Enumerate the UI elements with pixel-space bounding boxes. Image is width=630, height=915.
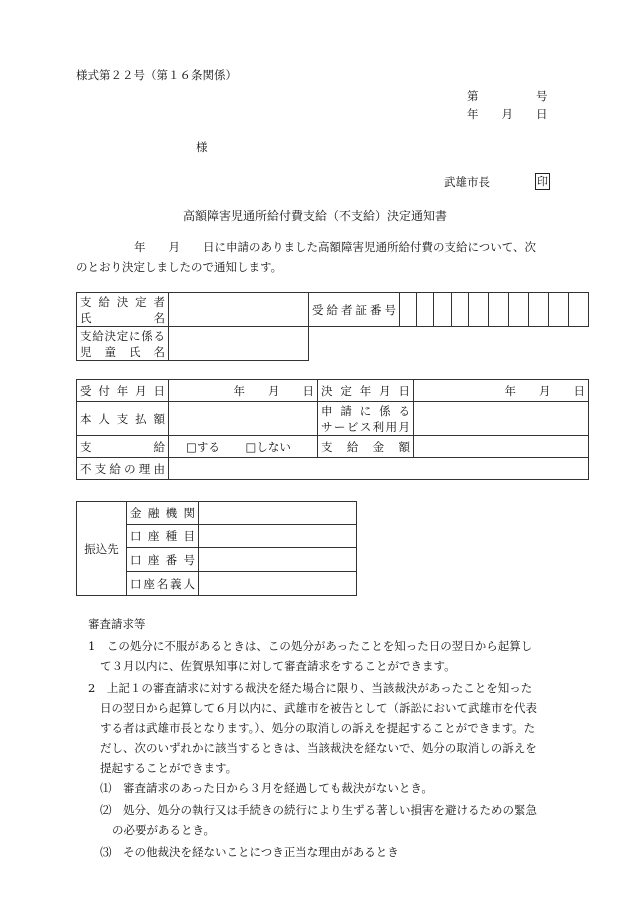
decision-date-label: 決定年月日 bbox=[318, 380, 414, 402]
account-holder-label: 口座名義人 bbox=[127, 572, 199, 596]
transfer-label: 振込先 bbox=[77, 502, 127, 596]
certificate-digit-box[interactable] bbox=[434, 293, 452, 327]
non-payment-reason-field[interactable] bbox=[169, 458, 589, 480]
certificate-digit-box[interactable] bbox=[529, 293, 549, 327]
certificate-digit-box[interactable] bbox=[417, 293, 434, 327]
payment-amount-field[interactable] bbox=[414, 436, 589, 458]
document-date: 年 月 日 bbox=[467, 107, 548, 121]
recipient-suffix: 様 bbox=[196, 140, 208, 154]
certificate-digit-box[interactable] bbox=[469, 293, 489, 327]
service-month-field[interactable] bbox=[414, 402, 589, 436]
appeal-subitem-2: の必要があるとき。 bbox=[112, 823, 216, 837]
certificate-digit-box[interactable] bbox=[549, 293, 569, 327]
recipient-name-field[interactable] bbox=[169, 293, 309, 327]
appeal-item-2: 提起することができます。 bbox=[100, 761, 238, 775]
certificate-digit-box[interactable] bbox=[489, 293, 509, 327]
appeal-subitem-2: ⑵ 処分、処分の執行又は手続きの続行により生ずる著しい損害を避けるための緊急 bbox=[100, 803, 537, 817]
recipient-name-label: 支給決定者 氏 名 bbox=[77, 293, 169, 327]
account-holder-field[interactable] bbox=[199, 572, 357, 596]
intro-text: 年 月 日に申請のありました高額障害児通所給付費の支給について、次 bbox=[134, 240, 537, 254]
non-payment-reason-label: 不支給の理由 bbox=[77, 458, 169, 480]
appeal-subitem-3: ⑶ その他裁決を経ないことにつき正当な理由があるとき bbox=[100, 845, 399, 859]
appeal-item-1: て３月以内に、佐賀県知事に対して審査請求をすることができます。 bbox=[100, 659, 456, 673]
appeal-item-2: 日の翌日から起算して６月以内に、武雄市を被告として（訴訟において武雄市を代表 bbox=[100, 701, 537, 715]
seal-mark: 印 bbox=[537, 175, 548, 188]
account-number-field[interactable] bbox=[199, 548, 357, 572]
appeal-item-2: 2 上記１の審査請求に対する裁決を経た場合に限り、当該裁決があったことを知った bbox=[88, 681, 533, 695]
certificate-digit-box[interactable] bbox=[400, 293, 417, 327]
receipt-date-label: 受付年月日 bbox=[77, 380, 169, 402]
issuer-name: 武雄市長 bbox=[444, 175, 490, 189]
certificate-number-label: 受給者証番号 bbox=[309, 293, 400, 327]
document-title: 高額障害児通所給付費支給（不支給）決定通知書 bbox=[183, 209, 448, 223]
decision-table bbox=[76, 379, 589, 480]
form-id: 様式第２２号（第１６条関係） bbox=[76, 68, 237, 82]
pay-no-checkbox[interactable]: □しない bbox=[245, 439, 291, 454]
account-type-field[interactable] bbox=[199, 525, 357, 548]
document-number: 第 号 bbox=[467, 89, 548, 103]
self-payment-label: 本人支払額 bbox=[77, 402, 169, 436]
payment-amount-label: 支給金額 bbox=[318, 436, 414, 458]
appeal-heading: 審査請求等 bbox=[88, 617, 146, 631]
appeal-item-2: する者は武雄市長となります。）、処分の取消しの訴えを提起することができます。た bbox=[100, 721, 536, 735]
child-name-field[interactable] bbox=[169, 327, 309, 361]
intro-text: のとおり決定しましたので通知します。 bbox=[76, 260, 283, 274]
appeal-subitem-1: ⑴ 審査請求のあった日から３月を経過しても裁決がないとき。 bbox=[100, 781, 433, 795]
payment-label: 支 給 bbox=[77, 436, 169, 458]
pay-yes-checkbox[interactable]: □する bbox=[186, 439, 220, 454]
certificate-digit-box[interactable] bbox=[452, 293, 469, 327]
receipt-date-field[interactable]: 年 月 日 bbox=[169, 380, 318, 402]
certificate-digit-box[interactable] bbox=[569, 293, 589, 327]
appeal-item-2: だし、次のいずれかに該当するときは、当該裁決を経ないで、処分の取消しの訴えを bbox=[100, 741, 537, 755]
decision-date-field[interactable]: 年 月 日 bbox=[414, 380, 589, 402]
child-name-label: 支給決定に係る 児 童 氏 名 bbox=[77, 327, 169, 361]
certificate-digit-box[interactable] bbox=[509, 293, 529, 327]
account-number-label: 口座番号 bbox=[127, 548, 199, 572]
service-month-label: 申 請 に 係 る サービス利用月 bbox=[318, 402, 414, 436]
transfer-table bbox=[76, 501, 357, 596]
account-type-label: 口座種目 bbox=[127, 525, 199, 548]
self-payment-field[interactable] bbox=[169, 402, 318, 436]
bank-field[interactable] bbox=[199, 502, 357, 525]
payment-options bbox=[169, 436, 318, 458]
appeal-item-1: 1 この処分に不服があるときは、この処分があったことを知った日の翌日から起算し bbox=[88, 639, 533, 653]
recipient-table bbox=[76, 292, 589, 361]
bank-label: 金融機関 bbox=[127, 502, 199, 525]
